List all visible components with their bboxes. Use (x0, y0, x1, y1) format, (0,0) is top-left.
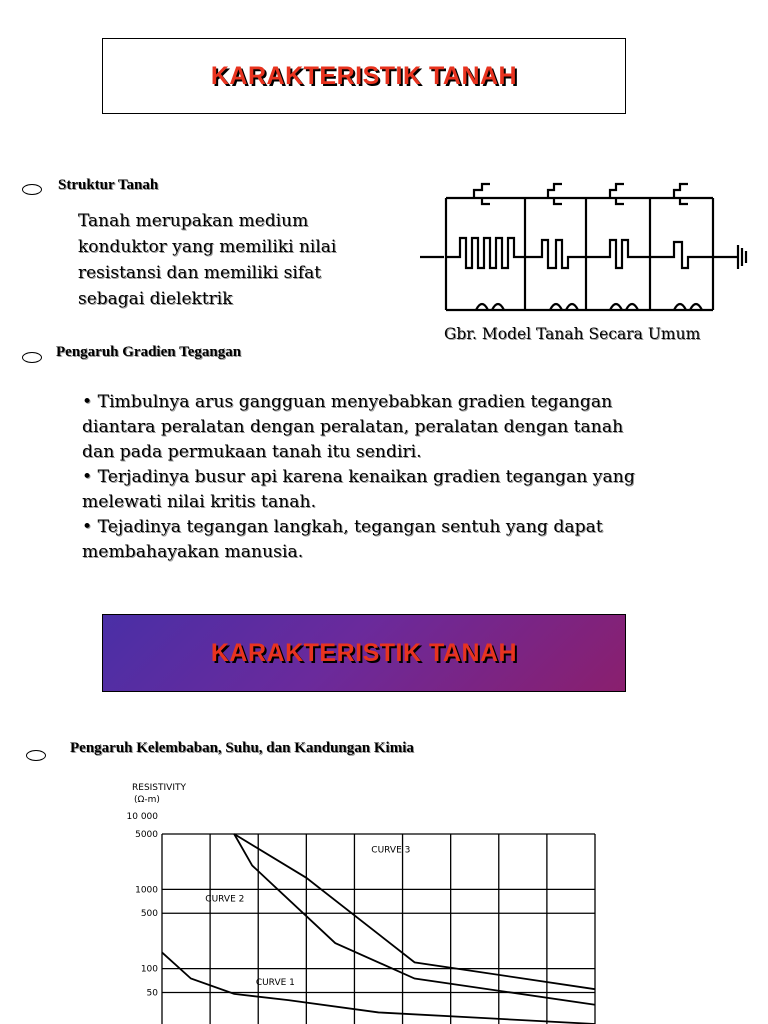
y-tick-label: 10 000 (126, 812, 158, 822)
slide1-title: KARAKTERISTIK TANAH (210, 61, 518, 90)
bullet-oval-icon (22, 352, 42, 363)
y-tick-label: 5000 (135, 830, 158, 840)
struktur-line: konduktor yang memiliki nilai (78, 237, 337, 257)
series-label: CURVE 3 (371, 845, 411, 856)
y-tick-label: 50 (146, 988, 158, 999)
series-label: CURVE 1 (255, 978, 295, 989)
resistivity-chart (100, 774, 620, 1024)
y-axis-label: RESISTIVITY (132, 783, 186, 793)
struktur-line: Tanah merupakan medium (78, 211, 309, 231)
figure-caption: Gbr. Model Tanah Secara Umum (444, 325, 701, 343)
slide2-title-box (102, 614, 626, 692)
series-line (234, 834, 595, 989)
y-tick-label: 1000 (135, 885, 158, 896)
struktur-paragraph (78, 208, 408, 312)
soil-model-diagram (418, 180, 758, 320)
struktur-line: resistansi dan memiliki sifat (78, 263, 322, 283)
bullet-oval-icon (22, 184, 42, 195)
bullet-line: • Timbulnya arus gangguan menyebabkan gradien tegangan (82, 392, 613, 412)
slide1-title-box (102, 38, 626, 114)
y-axis-unit: (Ω-m) (134, 795, 160, 805)
slide2-title: KARAKTERISTIK TANAH (210, 638, 518, 667)
gradien-bullet-list (82, 390, 762, 565)
bullet-line: membahayakan manusia. (82, 542, 304, 562)
bullet-line: melewati nilai kritis tanah. (82, 492, 317, 512)
bullet-line: dan pada permukaan tanah itu sendiri. (82, 442, 422, 462)
series-label: CURVE 2 (205, 894, 245, 905)
struktur-line: sebagai dielektrik (78, 289, 233, 309)
bullet-line: • Terjadinya busur api karena kenaikan gradien tegangan yang (82, 467, 635, 487)
bullet-oval-icon (26, 750, 46, 761)
section-heading-kelembaban: Pengaruh Kelembaban, Suhu, dan Kandungan Kimia (70, 740, 414, 756)
y-tick-label: 100 (140, 964, 158, 975)
y-tick-label: 500 (140, 909, 158, 920)
bullet-line: diantara peralatan dengan peralatan, peralatan dengan tanah (82, 417, 624, 437)
section-heading-gradien: Pengaruh Gradien Tegangan (56, 344, 242, 360)
bullet-line: • Tejadinya tegangan langkah, tegangan sentuh yang dapat (82, 517, 603, 537)
section-heading-struktur: Struktur Tanah (58, 177, 159, 193)
